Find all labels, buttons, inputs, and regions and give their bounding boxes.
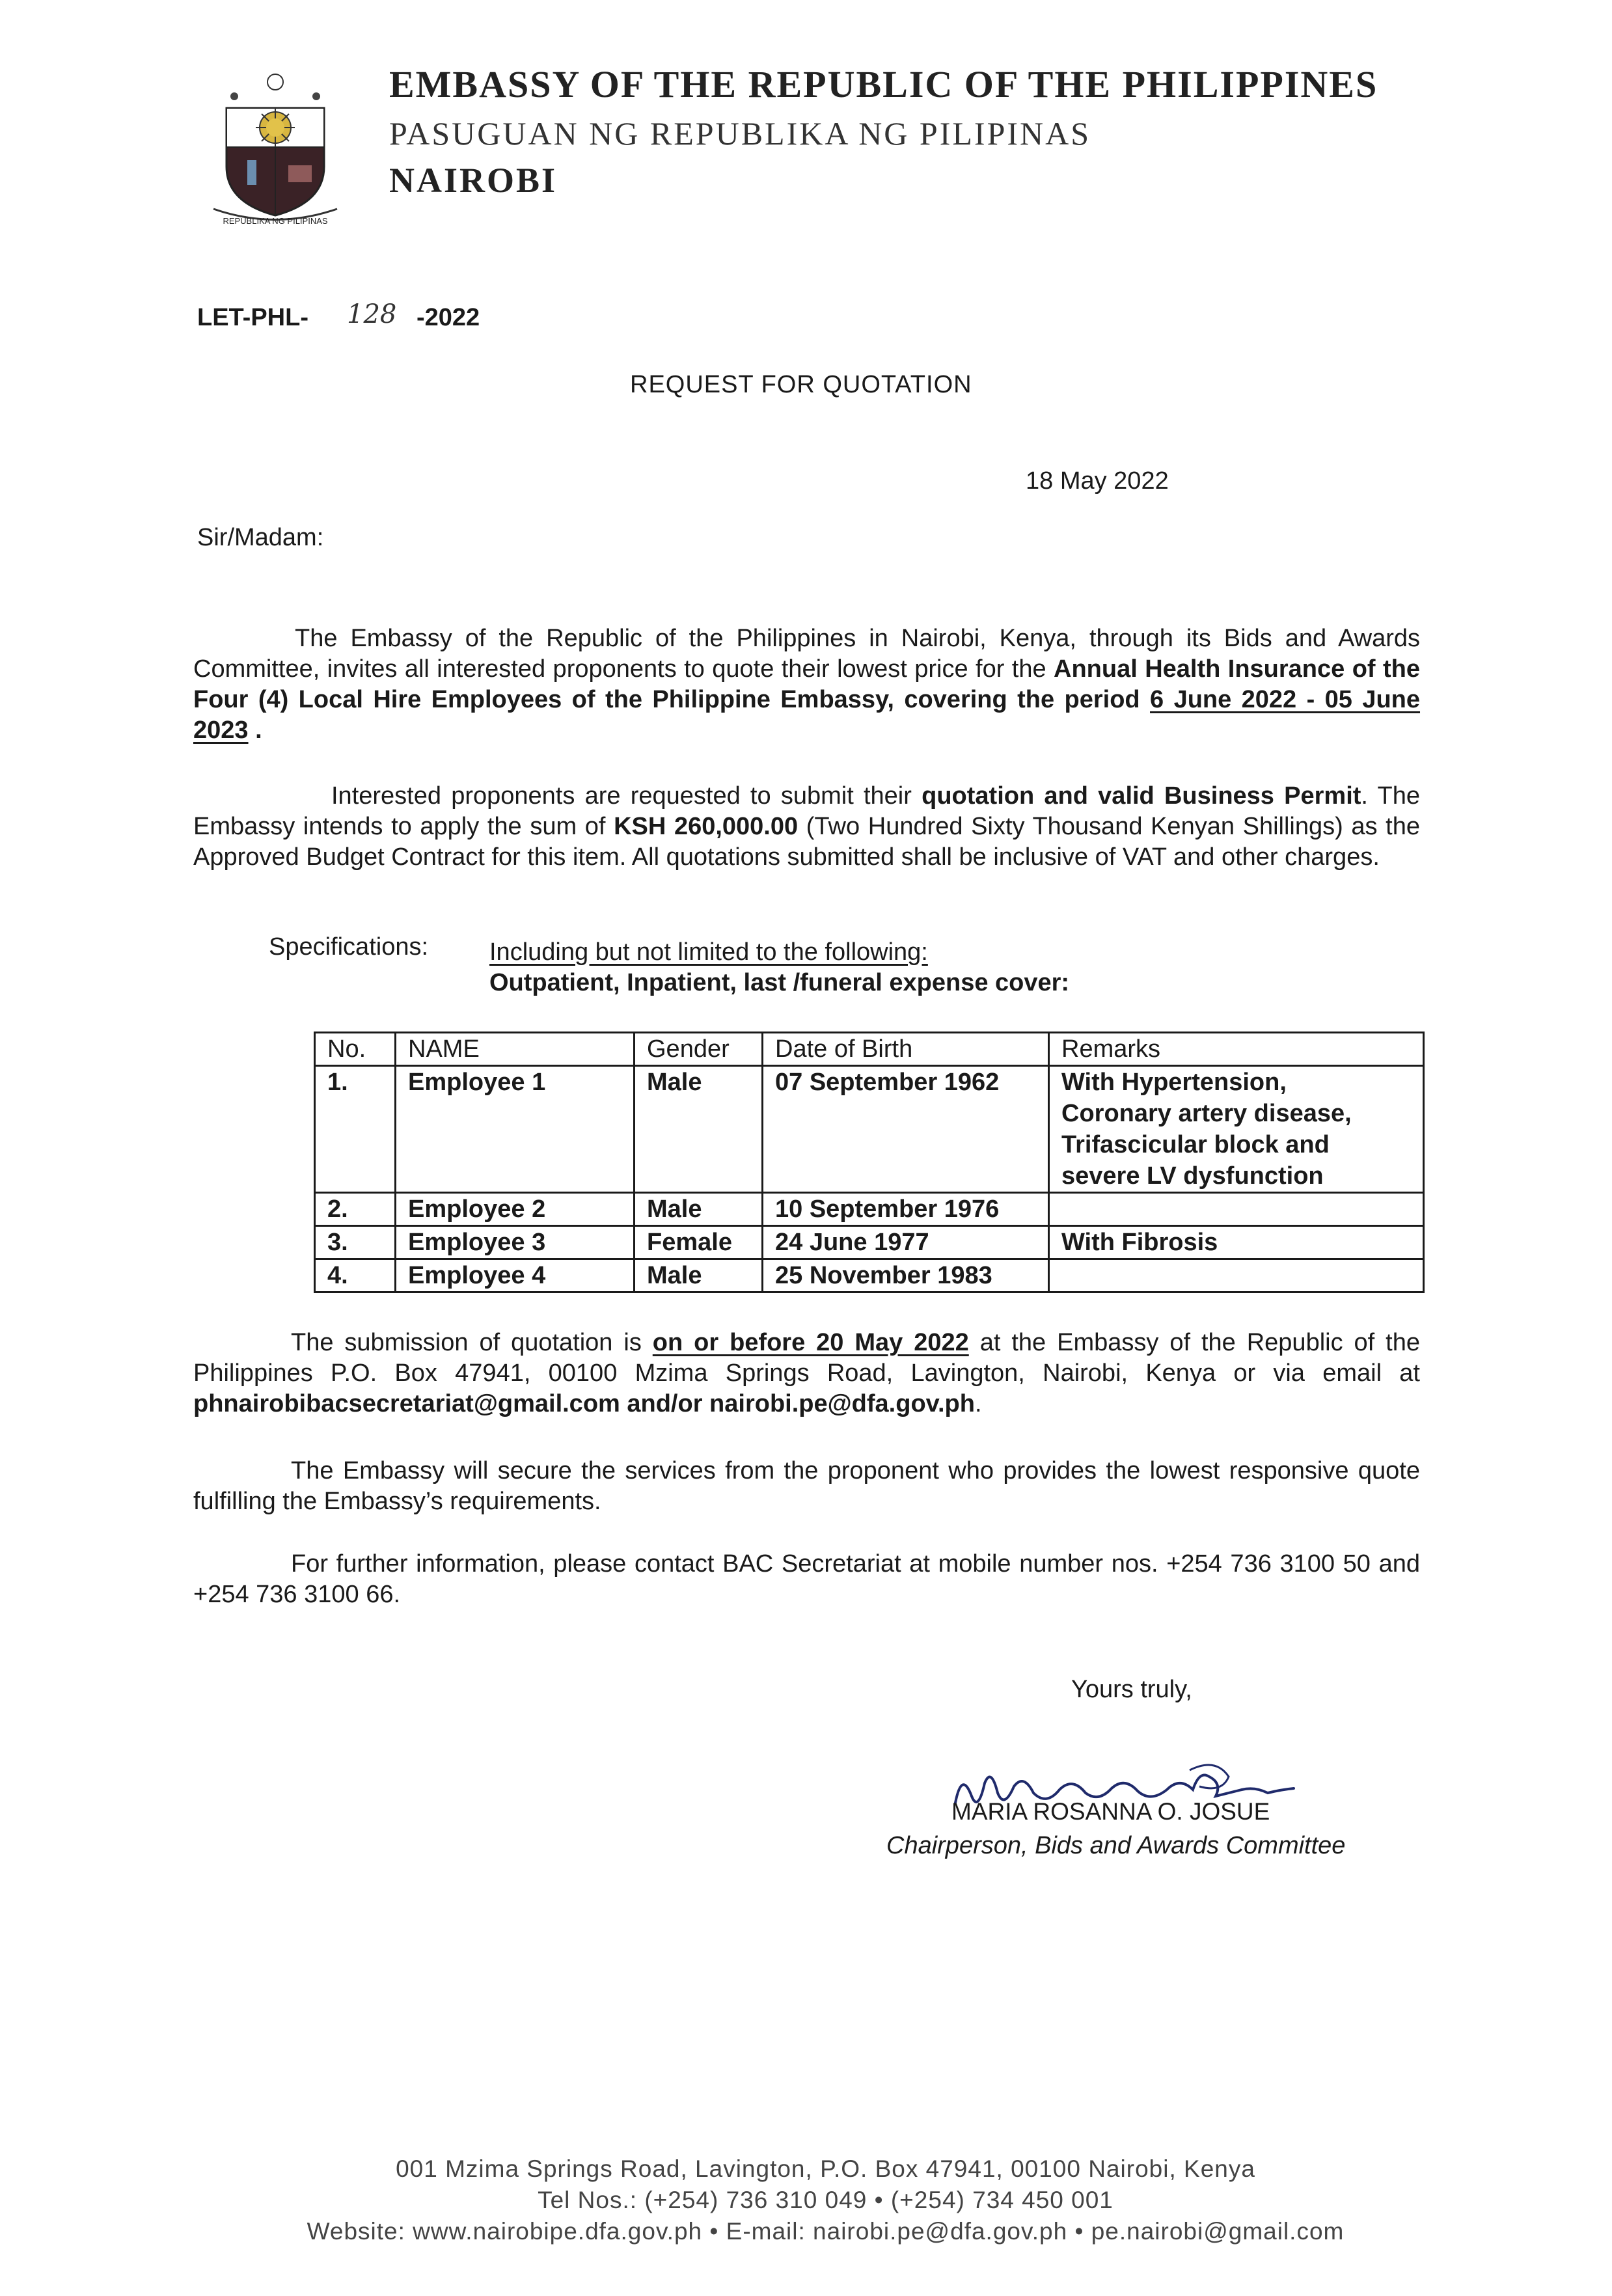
letter-date: 18 May 2022 — [1026, 467, 1169, 495]
footer-phones: Tel Nos.: (+254) 736 310 049 • (+254) 734 450 001 — [538, 2187, 1113, 2213]
paragraph-selection: The Embassy will secure the services from the proponent who provides the lowest responsive quote fulfilling the Embassy’s requirements. — [193, 1457, 1420, 1515]
cell-remarks: With Hypertension, Coronary artery disease, Trifascicular block and severe LV dysfunction — [1049, 1066, 1424, 1193]
letterhead-city: NAIROBI — [389, 161, 558, 200]
cell-gender: Male — [635, 1259, 763, 1292]
header-remarks: Remarks — [1049, 1033, 1424, 1066]
cell-name: Employee 2 — [396, 1193, 635, 1226]
cell-dob: 10 September 1976 — [763, 1193, 1049, 1226]
document-heading: REQUEST FOR QUOTATION — [630, 371, 972, 398]
paragraph-contact: For further information, please contact BAC Secretariat at mobile number nos. +254 736 3100 50 and +254 736 3100 66. — [193, 1550, 1420, 1608]
table-row — [315, 1259, 1424, 1292]
reference-suffix: -2022 — [417, 304, 480, 331]
cell-dob: 24 June 1977 — [763, 1226, 1049, 1259]
letterhead-subtitle: PASUGUAN NG REPUBLIKA NG PILIPINAS — [389, 115, 1091, 152]
salutation: Sir/Madam: — [197, 524, 324, 551]
reference-prefix: LET-PHL- — [197, 304, 308, 331]
header-dob: Date of Birth — [763, 1033, 1049, 1066]
reference-number-handwritten: 128 — [347, 299, 397, 329]
cell-remarks: With Fibrosis — [1049, 1226, 1424, 1259]
signatory-title: Chairperson, Bids and Awards Committee — [886, 1832, 1346, 1859]
specifications-intro: Including but not limited to the following: — [489, 938, 928, 966]
cell-dob: 25 November 1983 — [763, 1259, 1049, 1292]
cell-no: 1. — [315, 1066, 396, 1193]
footer-web-email: Website: www.nairobipe.dfa.gov.ph • E-mail: nairobi.pe@dfa.gov.ph • pe.nairobi@gmail.com — [307, 2218, 1345, 2245]
cell-name: Employee 4 — [396, 1259, 635, 1292]
cell-name: Employee 1 — [396, 1066, 635, 1193]
cell-remarks — [1049, 1193, 1424, 1226]
philippine-seal-logo — [207, 56, 344, 225]
cell-dob: 07 September 1962 — [763, 1066, 1049, 1193]
table-header-row — [315, 1033, 1424, 1066]
table-row — [315, 1193, 1424, 1226]
paragraph-invitation: The Embassy of the Republic of the Philippines in Nairobi, Kenya, through its Bids and Awards Committee, invites all interested proponents to quote their lowest price for the Annual Health Insurance of the Four (4) Local Hire Employees of the Philippine Embassy, covering the period 6 June 2022 - 05 June 2023 . — [193, 625, 1421, 744]
table-row — [315, 1226, 1424, 1259]
svg-text:REPUBLIKA NG PILIPINAS: REPUBLIKA NG PILIPINAS — [223, 216, 328, 225]
cell-gender: Male — [635, 1193, 763, 1226]
signatory-name: MARIA ROSANNA O. JOSUE — [951, 1798, 1270, 1825]
specifications-label: Specifications: — [269, 933, 429, 961]
cell-gender: Female — [635, 1226, 763, 1259]
header-no: No. — [315, 1033, 396, 1066]
cell-no: 4. — [315, 1259, 396, 1292]
paragraph-submission: The submission of quotation is on or before 20 May 2022 at the Embassy of the Republic of the Philippines P.O. Box 47941, 00100 Mzima Springs Road, Lavington, Nairobi, Kenya or via email at phnairobibacsecretariat@gmail.com and/or nairobi.pe@dfa.gov.ph. — [193, 1329, 1420, 1417]
paragraph-budget: Interested proponents are requested to submit their quotation and valid Business Permit. The Embassy intends to apply the sum of KSH 260,000.00 (Two Hundred Sixty Thousand Kenyan Shillings) as the Approved Budget Contract for this item. All quotations submitted shall be inclusive of VAT and other charges. — [193, 782, 1420, 871]
letterhead-title: EMBASSY OF THE REPUBLIC OF THE PHILIPPINES — [389, 63, 1378, 105]
footer-address: 001 Mzima Springs Road, Lavington, P.O. Box 47941, 00100 Nairobi, Kenya — [396, 2155, 1255, 2182]
cell-gender: Male — [635, 1066, 763, 1193]
closing: Yours truly, — [1071, 1676, 1192, 1703]
cell-no: 2. — [315, 1193, 396, 1226]
header-gender: Gender — [635, 1033, 763, 1066]
specifications-cover: Outpatient, Inpatient, last /funeral expense cover: — [489, 969, 1070, 996]
cell-remarks — [1049, 1259, 1424, 1292]
table-row — [315, 1066, 1424, 1193]
cell-no: 3. — [315, 1226, 396, 1259]
cell-name: Employee 3 — [396, 1226, 635, 1259]
header-name: NAME — [396, 1033, 635, 1066]
employee-table — [314, 1032, 1425, 1293]
